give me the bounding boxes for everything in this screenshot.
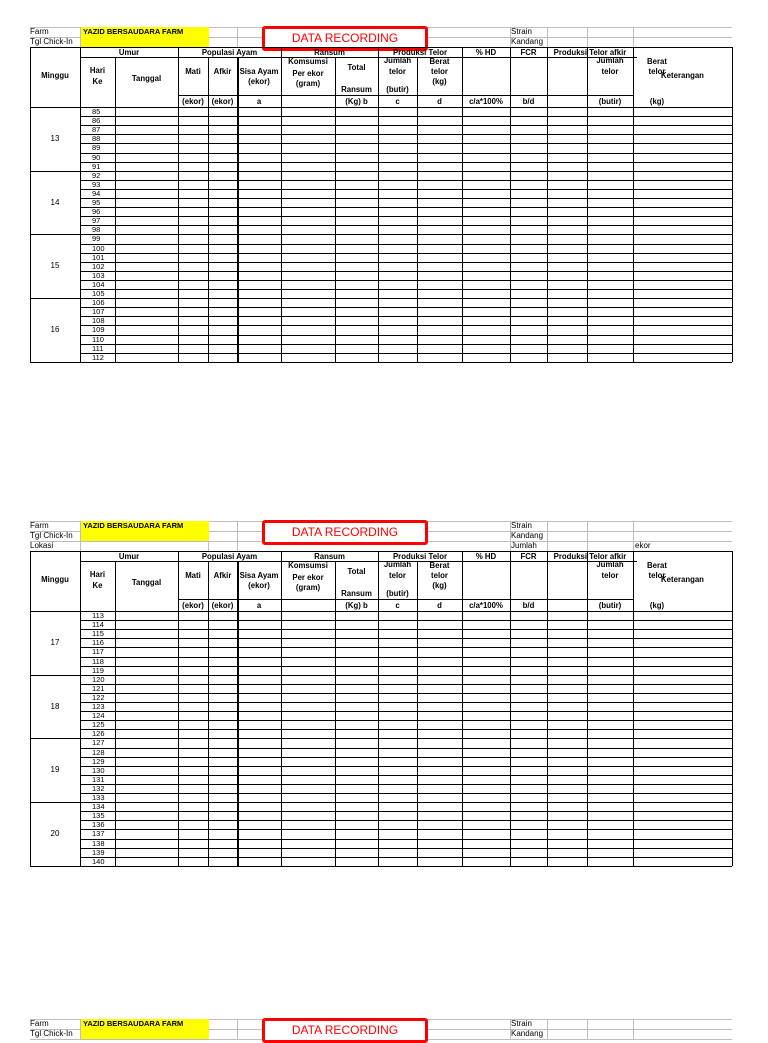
hari-ke-cell: 125 — [92, 720, 105, 730]
hari-ke-cell: 94 — [92, 188, 101, 198]
hari-ke-cell: 118 — [92, 656, 104, 666]
week-line — [30, 675, 732, 676]
hari-ke-cell: 133 — [92, 793, 105, 802]
tanggal-header: Tanggal — [131, 74, 162, 83]
column-line — [587, 551, 588, 866]
unit-butir: (butir) — [386, 85, 409, 94]
fcr-header: FCR — [520, 552, 537, 561]
hari-ke-cell: 132 — [92, 783, 105, 793]
hari-ke-cell: 96 — [92, 207, 101, 217]
hari-ke-cell: 90 — [92, 152, 101, 162]
ekor-label: ekor — [635, 541, 651, 550]
hari-ke-cell: 108 — [92, 316, 105, 326]
hari-ke-cell: 100 — [92, 243, 105, 253]
unit-c: c — [395, 97, 400, 106]
kg-header-1: (kg) — [432, 581, 447, 590]
ransum-header: Ransum — [314, 48, 345, 57]
hari-ke-cell: 101 — [92, 252, 105, 262]
hari-ke-cell: 138 — [92, 838, 105, 848]
ransum-sub-header: Ransum — [341, 589, 372, 598]
hari-ke-cell: 111 — [92, 343, 104, 353]
hari-ke-cell: 140 — [92, 856, 105, 866]
recording-table — [30, 551, 732, 866]
meta-gridline — [237, 521, 238, 551]
meta-gridline — [547, 521, 548, 551]
week-line — [30, 738, 732, 739]
column-line — [115, 562, 116, 866]
sisa-unit-header: (ekor) — [248, 77, 270, 86]
berat-telor-header: Berat — [429, 57, 450, 66]
mati-header: Mati — [185, 67, 201, 76]
hari-ke-cell: 129 — [92, 756, 105, 766]
strain-label: Strain — [511, 27, 532, 36]
column-line — [732, 47, 733, 362]
farm-label: Farm — [30, 1019, 49, 1028]
telor-afkir-header: telor — [601, 571, 619, 580]
kandang-label: Kandang — [511, 531, 544, 540]
unit-kg-afkir: (kg) — [649, 601, 665, 610]
hari-ke-cell: 87 — [92, 125, 101, 135]
ransum-header: Ransum — [314, 552, 345, 561]
unit-butir-afkir: (butir) — [598, 601, 622, 610]
hari-ke-cell: 120 — [92, 674, 105, 684]
recording-sheet — [30, 1019, 732, 1038]
column-line — [378, 47, 379, 362]
hari-ke-cell: 110 — [92, 334, 104, 344]
unit-bd: b/d — [522, 601, 535, 610]
sisa-unit-header: (ekor) — [248, 581, 270, 590]
week-line — [30, 802, 732, 803]
hd-header: % HD — [475, 48, 497, 57]
jumlah-afkir-header: Jumlah — [596, 56, 624, 65]
sisa-ayam-header: Sisa Ayam — [239, 571, 279, 580]
telor-header-1: telor — [389, 571, 406, 580]
unit-a: a — [256, 97, 262, 106]
telor-header-2: telor — [431, 571, 448, 580]
column-line — [115, 58, 116, 362]
unit-d: d — [437, 97, 442, 106]
hari-ke-cell: 93 — [92, 179, 101, 189]
mati-header: Mati — [185, 571, 201, 580]
hari-ke-cell: 115 — [92, 629, 104, 639]
hari-ke-cell: 106 — [92, 298, 105, 308]
hari-ke-cell: 126 — [92, 729, 105, 739]
hari-ke-cell: 130 — [92, 765, 105, 775]
hari-ke-cell: 136 — [92, 820, 105, 830]
hari-ke-cell: 112 — [92, 352, 104, 362]
meta-gridline — [237, 1019, 238, 1039]
meta-gridline — [547, 1019, 548, 1039]
column-line — [178, 551, 179, 866]
hari-ke-cell: 131 — [92, 774, 105, 784]
hari-header: Hari — [89, 66, 106, 75]
berat-afkir-header: Berat — [647, 561, 667, 570]
hari-ke-cell: 99 — [92, 234, 101, 244]
farm-name: YAZID BERSAUDARA FARM — [81, 1019, 209, 1039]
recording-table — [30, 47, 732, 362]
telor-afkir-header-2: telor — [648, 67, 666, 76]
populasi-header: Populasi Ayam — [201, 48, 258, 57]
hari-ke-cell: 113 — [92, 611, 104, 620]
kandang-label: Kandang — [511, 1029, 544, 1038]
per-ekor-header: Per ekor — [292, 69, 324, 78]
column-line — [510, 47, 511, 362]
meta-gridline — [587, 1019, 588, 1039]
unit-hd: c/a*100% — [469, 601, 503, 610]
hari-header: Hari — [89, 570, 106, 579]
produksi-header: Produksi Telor — [392, 48, 447, 57]
hari-ke-cell: 92 — [92, 170, 101, 180]
minggu-cell: 20 — [50, 828, 60, 838]
meta-gridline — [587, 521, 588, 551]
hari-ke-cell: 128 — [92, 747, 105, 757]
jumlah-afkir-header: Jumlah — [596, 560, 624, 569]
ke-header: Ke — [92, 581, 103, 590]
kg-header-1: (kg) — [432, 77, 447, 86]
unit-ekor-afkir: (ekor) — [211, 601, 234, 610]
hari-ke-cell: 104 — [92, 279, 105, 289]
column-line — [378, 551, 379, 866]
week-line — [30, 107, 732, 108]
hari-ke-cell: 89 — [92, 143, 101, 153]
ransum-sub-header: Ransum — [341, 85, 372, 94]
gram-header: (gram) — [295, 583, 321, 592]
meta-gridline — [547, 27, 548, 47]
unit-bd: b/d — [522, 97, 535, 106]
total-header: Total — [347, 63, 366, 72]
jumlah-telor-header: Jumlah — [383, 560, 412, 569]
farm-name: YAZID BERSAUDARA FARM — [81, 521, 209, 541]
hari-ke-cell: 103 — [92, 270, 105, 280]
hari-ke-cell: 127 — [92, 738, 105, 748]
afkir-col-header: Afkir — [213, 67, 232, 76]
hari-ke-cell: 116 — [92, 638, 104, 648]
minggu-cell: 14 — [50, 197, 60, 207]
komsumsi-header: Komsumsi — [288, 561, 328, 570]
hari-ke-cell: 139 — [92, 847, 105, 857]
hari-ke-cell: 119 — [92, 665, 104, 675]
hari-ke-cell: 88 — [92, 134, 101, 144]
unit-kg-b: (Kg) b — [345, 601, 368, 610]
units-line — [178, 95, 633, 96]
umur-header: Umur — [118, 552, 140, 561]
hari-ke-cell: 98 — [92, 225, 101, 235]
hari-ke-cell: 135 — [92, 811, 105, 821]
unit-a: a — [256, 601, 262, 610]
afkir-col-header: Afkir — [213, 571, 232, 580]
hari-ke-cell: 121 — [92, 683, 105, 693]
kandang-label: Kandang — [511, 37, 544, 46]
unit-hd: c/a*100% — [469, 97, 503, 106]
tgl-chick-in-label: Tgl Chick-In — [30, 531, 73, 540]
column-line — [462, 47, 463, 362]
hari-ke-cell: 105 — [92, 289, 105, 298]
unit-ekor-mati: (ekor) — [182, 97, 204, 106]
lokasi-label: Lokasi — [30, 541, 54, 550]
minggu-cell: 13 — [50, 133, 60, 143]
hari-ke-cell: 102 — [92, 261, 105, 271]
hari-ke-cell: 114 — [92, 620, 104, 630]
unit-c: c — [395, 601, 400, 610]
hari-ke-cell: 86 — [92, 116, 101, 126]
meta-gridline — [633, 521, 634, 551]
hari-ke-cell: 109 — [92, 325, 105, 335]
tgl-chick-in-label: Tgl Chick-In — [30, 1029, 73, 1038]
column-line — [281, 47, 282, 362]
umur-header: Umur — [118, 48, 140, 57]
hari-ke-cell: 97 — [92, 216, 101, 226]
farm-label: Farm — [30, 27, 49, 36]
telor-afkir-header-2: telor — [648, 571, 666, 580]
keterangan-header: Keterangan — [661, 71, 704, 80]
minggu-cell: 17 — [50, 637, 60, 647]
unit-kg-b: (Kg) b — [345, 97, 368, 106]
tgl-chick-in-label: Tgl Chick-In — [30, 37, 73, 46]
tanggal-header: Tanggal — [131, 578, 162, 587]
column-line — [547, 551, 548, 866]
hari-ke-cell: 123 — [92, 702, 105, 711]
column-line — [732, 551, 733, 866]
hari-ke-cell: 117 — [92, 647, 104, 657]
minggu-cell: 16 — [50, 324, 60, 334]
hari-ke-cell: 134 — [92, 802, 105, 812]
hari-ke-cell: 137 — [92, 829, 105, 839]
berat-afkir-header: Berat — [647, 57, 667, 66]
hari-ke-cell: 85 — [92, 107, 101, 116]
hd-header: % HD — [475, 552, 497, 561]
ke-header: Ke — [92, 77, 103, 86]
meta-gridline — [633, 1019, 634, 1039]
minggu-header: Minggu — [41, 575, 69, 584]
produksi-header: Produksi Telor — [392, 552, 447, 561]
unit-butir: (butir) — [386, 589, 409, 598]
column-line — [462, 551, 463, 866]
data-recording-title: DATA RECORDING — [262, 1018, 428, 1043]
strain-label: Strain — [511, 521, 532, 530]
week-line — [30, 234, 732, 235]
column-line — [80, 551, 81, 866]
hari-ke-cell: 91 — [92, 161, 101, 171]
fcr-header: FCR — [520, 48, 537, 57]
strain-label: Strain — [511, 1019, 532, 1028]
unit-ekor-mati: (ekor) — [182, 601, 204, 610]
sisa-ayam-header: Sisa Ayam — [239, 67, 279, 76]
unit-d: d — [437, 601, 442, 610]
hari-ke-cell: 124 — [92, 711, 105, 721]
column-line — [547, 47, 548, 362]
hari-ke-cell: 122 — [92, 692, 105, 702]
afkir-header: Produksi Telor afkir — [553, 552, 627, 561]
total-header: Total — [347, 567, 366, 576]
keterangan-header: Keterangan — [661, 575, 704, 584]
column-line — [633, 47, 634, 362]
telor-header-1: telor — [389, 67, 406, 76]
komsumsi-header: Komsumsi — [288, 57, 328, 66]
week-line — [30, 298, 732, 299]
column-line — [587, 47, 588, 362]
telor-afkir-header: telor — [601, 67, 619, 76]
telor-header-2: telor — [431, 67, 448, 76]
minggu-cell: 18 — [50, 701, 60, 711]
column-line — [80, 47, 81, 362]
data-recording-title: DATA RECORDING — [262, 520, 428, 545]
column-line — [510, 551, 511, 866]
hari-ke-cell: 107 — [92, 307, 105, 317]
group-underline — [80, 57, 637, 58]
minggu-cell: 15 — [50, 261, 60, 271]
week-line — [30, 611, 732, 612]
hari-ke-cell: 95 — [92, 198, 101, 207]
recording-sheet — [30, 521, 732, 1026]
meta-gridline — [633, 27, 634, 47]
unit-butir-afkir: (butir) — [598, 97, 622, 106]
jumlah-label: Jumlah — [511, 541, 537, 550]
units-line — [178, 599, 633, 600]
minggu-header: Minggu — [41, 71, 69, 80]
column-line — [178, 47, 179, 362]
minggu-cell: 19 — [50, 765, 60, 775]
populasi-header: Populasi Ayam — [201, 552, 258, 561]
gram-header: (gram) — [295, 79, 321, 88]
afkir-header: Produksi Telor afkir — [553, 48, 627, 57]
meta-gridline — [587, 27, 588, 47]
berat-telor-header: Berat — [429, 561, 450, 570]
farm-label: Farm — [30, 521, 49, 530]
unit-ekor-afkir: (ekor) — [211, 97, 234, 106]
week-line — [30, 171, 732, 172]
farm-name: YAZID BERSAUDARA FARM — [81, 27, 209, 47]
unit-kg-afkir: (kg) — [649, 97, 665, 106]
data-recording-title: DATA RECORDING — [262, 26, 428, 51]
column-line — [633, 551, 634, 866]
table-bottom-line — [30, 866, 732, 867]
group-underline — [80, 561, 637, 562]
meta-gridline — [237, 27, 238, 47]
jumlah-telor-header: Jumlah — [383, 56, 412, 65]
table-bottom-line — [30, 362, 732, 363]
per-ekor-header: Per ekor — [292, 573, 324, 582]
column-line — [281, 551, 282, 866]
